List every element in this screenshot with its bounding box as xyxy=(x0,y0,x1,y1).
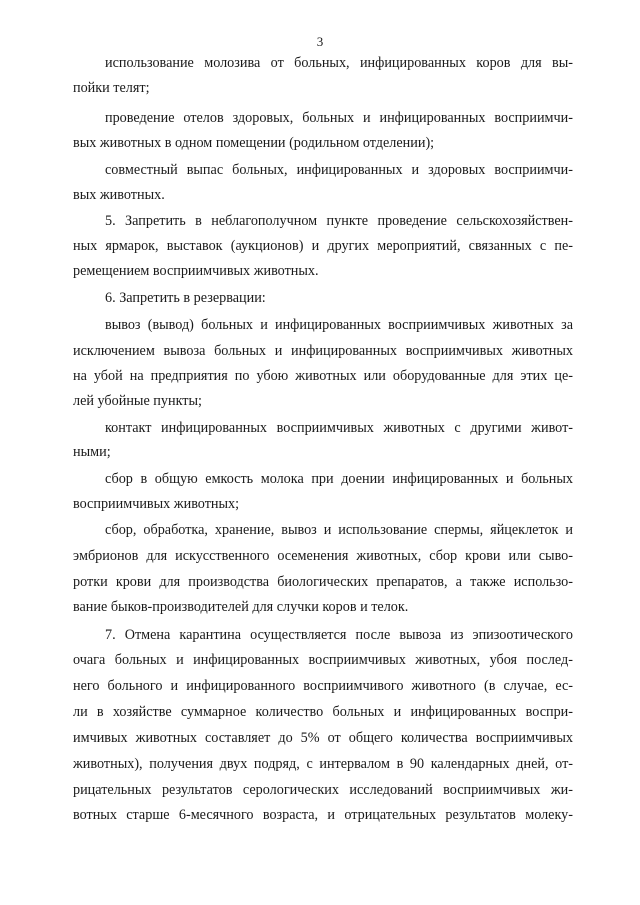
text-line: ремещением восприимчивых животных. xyxy=(73,263,319,279)
text-line: него больного и инфицированного восприимчивого животного (в случае, ес- xyxy=(73,678,573,694)
text-line: лей убойные пункты; xyxy=(73,393,202,409)
text-line: имчивых животных составляет до 5% от общего количества восприимчивых xyxy=(73,730,573,746)
text-line: использование молозива от больных, инфицированных коров для вы- xyxy=(105,55,573,71)
text-line: вание быков-производителей для случки коров и телок. xyxy=(73,599,409,615)
page-number: 3 xyxy=(316,34,324,49)
text-line: животных), получения двух подряд, с интервалом в 90 календарных дней, от- xyxy=(73,756,573,772)
text-line: на убой на предприятия по убою животных или оборудованные для этих це- xyxy=(73,368,573,384)
text-line: проведение отелов здоровых, больных и инфицированных восприимчи- xyxy=(105,110,573,126)
text-line: контакт инфицированных восприимчивых животных с другими живот- xyxy=(105,420,573,436)
text-line: вывоз (вывод) больных и инфицированных восприимчивых животных за xyxy=(105,317,573,333)
text-line: пойки телят; xyxy=(73,80,150,96)
text-line: вотных старше 6-месячного возраста, и отрицательных результатов молеку- xyxy=(73,807,573,823)
text-line: 5. Запретить в неблагополучном пункте проведение сельскохозяйствен- xyxy=(105,213,573,229)
text-line: восприимчивых животных; xyxy=(73,496,240,512)
text-line: совместный выпас больных, инфицированных и здоровых восприимчи- xyxy=(105,162,573,178)
text-line: эмбрионов для искусственного осеменения животных, сбор крови или сыво- xyxy=(73,548,573,564)
text-line: очага больных и инфицированных восприимчивых животных, убоя послед- xyxy=(73,652,573,668)
text-line: рицательных результатов серологических исследований восприимчивых жи- xyxy=(73,782,573,798)
text-line: 6. Запретить в резервации: xyxy=(105,290,266,306)
text-line: 7. Отмена карантина осуществляется после вывоза из эпизоотического xyxy=(105,627,573,643)
text-line: вых животных. xyxy=(73,187,165,203)
text-line: ли в хозяйстве суммарное количество больных и инфицированных воспри- xyxy=(73,704,573,720)
text-line: ротки крови для производства биологических препаратов, а также использо- xyxy=(73,574,573,590)
text-line: исключением вывоза больных и инфицированных восприимчивых животных xyxy=(73,343,573,359)
text-line: ными; xyxy=(73,444,111,460)
text-line: ных ярмарок, выставок (аукционов) и других мероприятий, связанных с пе- xyxy=(73,238,573,254)
text-line: сбор в общую емкость молока при доении инфицированных и больных xyxy=(105,471,573,487)
text-line: вых животных в одном помещении (родильном отделении); xyxy=(73,135,435,151)
text-line: сбор, обработка, хранение, вывоз и использование спермы, яйцеклеток и xyxy=(105,522,573,538)
